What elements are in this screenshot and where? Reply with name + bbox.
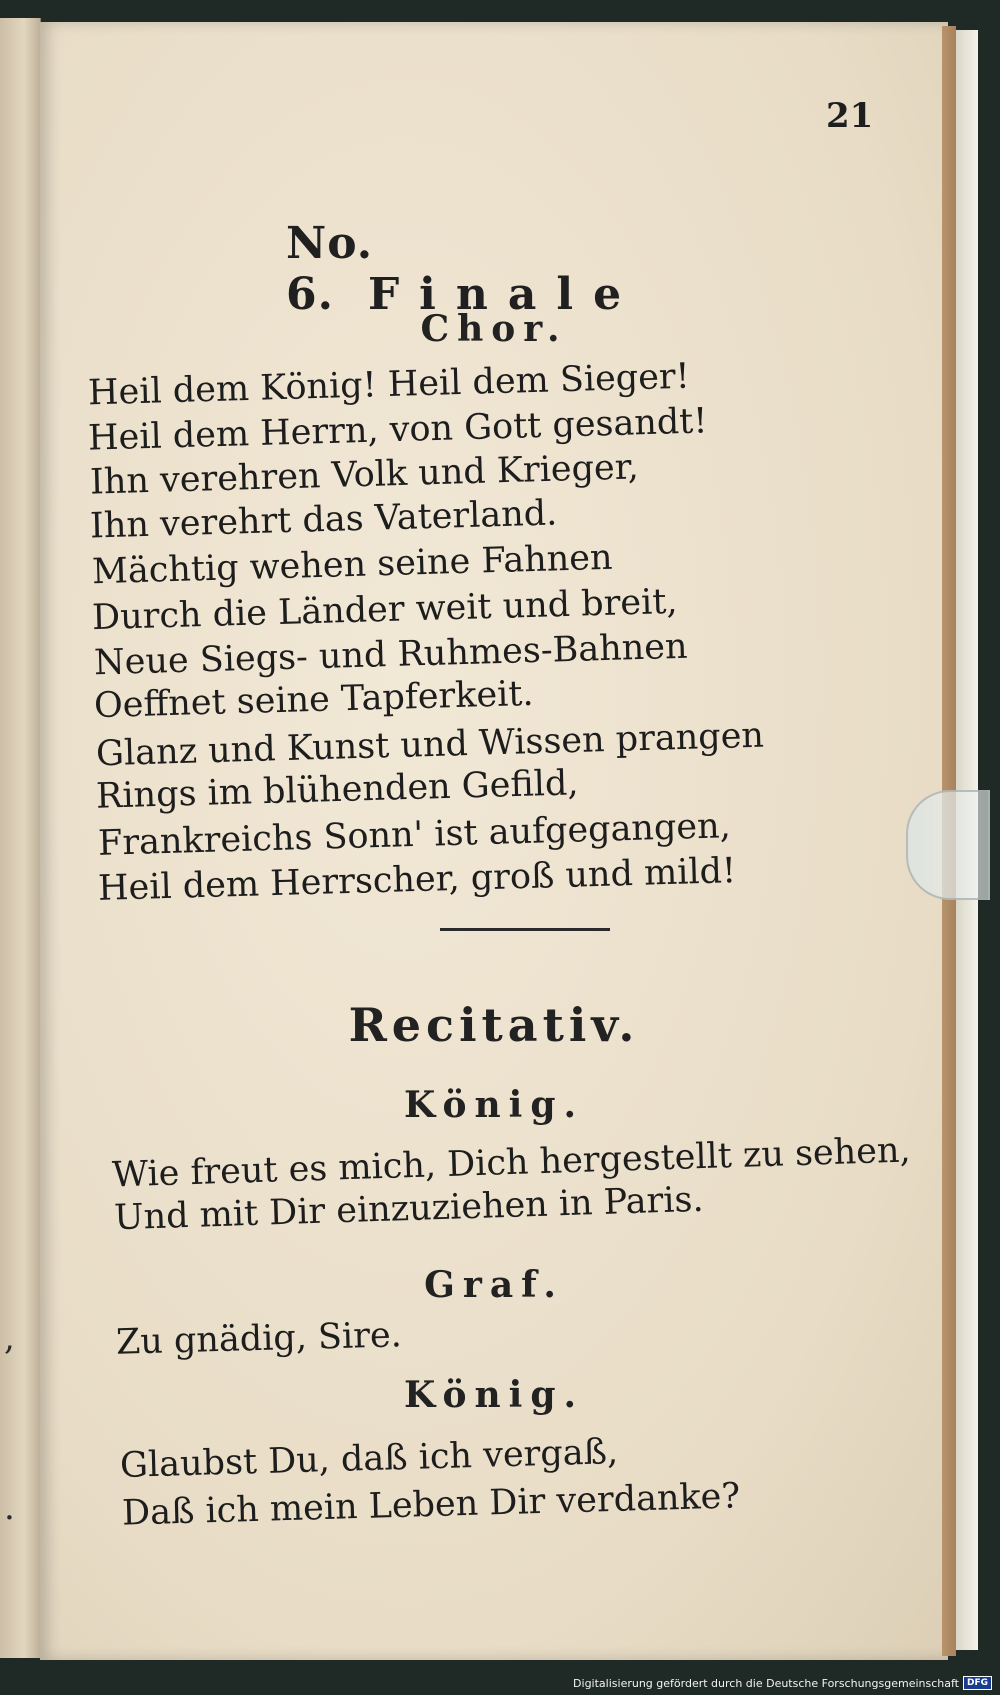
dfg-logo-icon: DFG	[963, 1676, 992, 1690]
verse-line: Ihn verehrt das Vaterland.	[89, 493, 558, 547]
section-heading	[286, 218, 726, 320]
page-number: 21	[826, 96, 874, 136]
verse-line: Frankreichs Sonn' ist aufgegangen,	[97, 806, 732, 864]
verse-line: Und mit Dir einzuziehen in Paris.	[113, 1179, 705, 1239]
book-clip	[906, 790, 990, 900]
book-page	[40, 22, 948, 1660]
speaker-label: König.	[403, 1084, 585, 1126]
speaker-label: Graf.	[424, 1264, 564, 1306]
section-number: No. 6.	[286, 218, 374, 320]
verse-line: Daß ich mein Leben Dir verdanke?	[121, 1476, 741, 1534]
verse-line: Durch die Länder weit und breit,	[91, 581, 679, 639]
verse-line: Rings im blühenden Gefild,	[95, 763, 580, 817]
digitization-footer	[573, 1675, 992, 1691]
recitativ-title: Recitativ.	[348, 998, 640, 1052]
footer-text: Digitalisierung gefördert durch die Deutsche Forschungsgemeinschaft	[573, 1676, 959, 1690]
speaker-label: König.	[403, 1374, 585, 1416]
section-title: Finale	[367, 269, 642, 320]
left-page-mark: ,	[4, 1318, 15, 1358]
left-page-edge	[0, 18, 41, 1658]
verse-line: Zu gnädig, Sire.	[115, 1315, 403, 1363]
verse-line: Heil dem Herrscher, groß und mild!	[97, 851, 737, 909]
verse-line: Oeffnet seine Tapferkeit.	[93, 673, 535, 727]
verse-line: Heil dem König! Heil dem Sieger!	[87, 356, 691, 414]
verse-line: Glaubst Du, daß ich vergaß,	[119, 1432, 619, 1486]
verse-line: Wie freut es mich, Dich hergestellt zu sehen,	[111, 1130, 912, 1196]
verse-line: Glanz und Kunst und Wissen prangen	[95, 715, 765, 775]
verse-line: Neue Siegs- und Ruhmes-Bahnen	[93, 626, 689, 684]
verse-line: Heil dem Herrn, von Gott gesandt!	[87, 401, 708, 459]
chor-label: Chor.	[420, 308, 568, 350]
verse-line: Mächtig wehen seine Fahnen	[91, 537, 614, 593]
verse-line: Ihn verehren Volk und Krieger,	[89, 447, 640, 503]
section-divider	[440, 928, 610, 931]
left-page-mark: .	[4, 1488, 15, 1528]
